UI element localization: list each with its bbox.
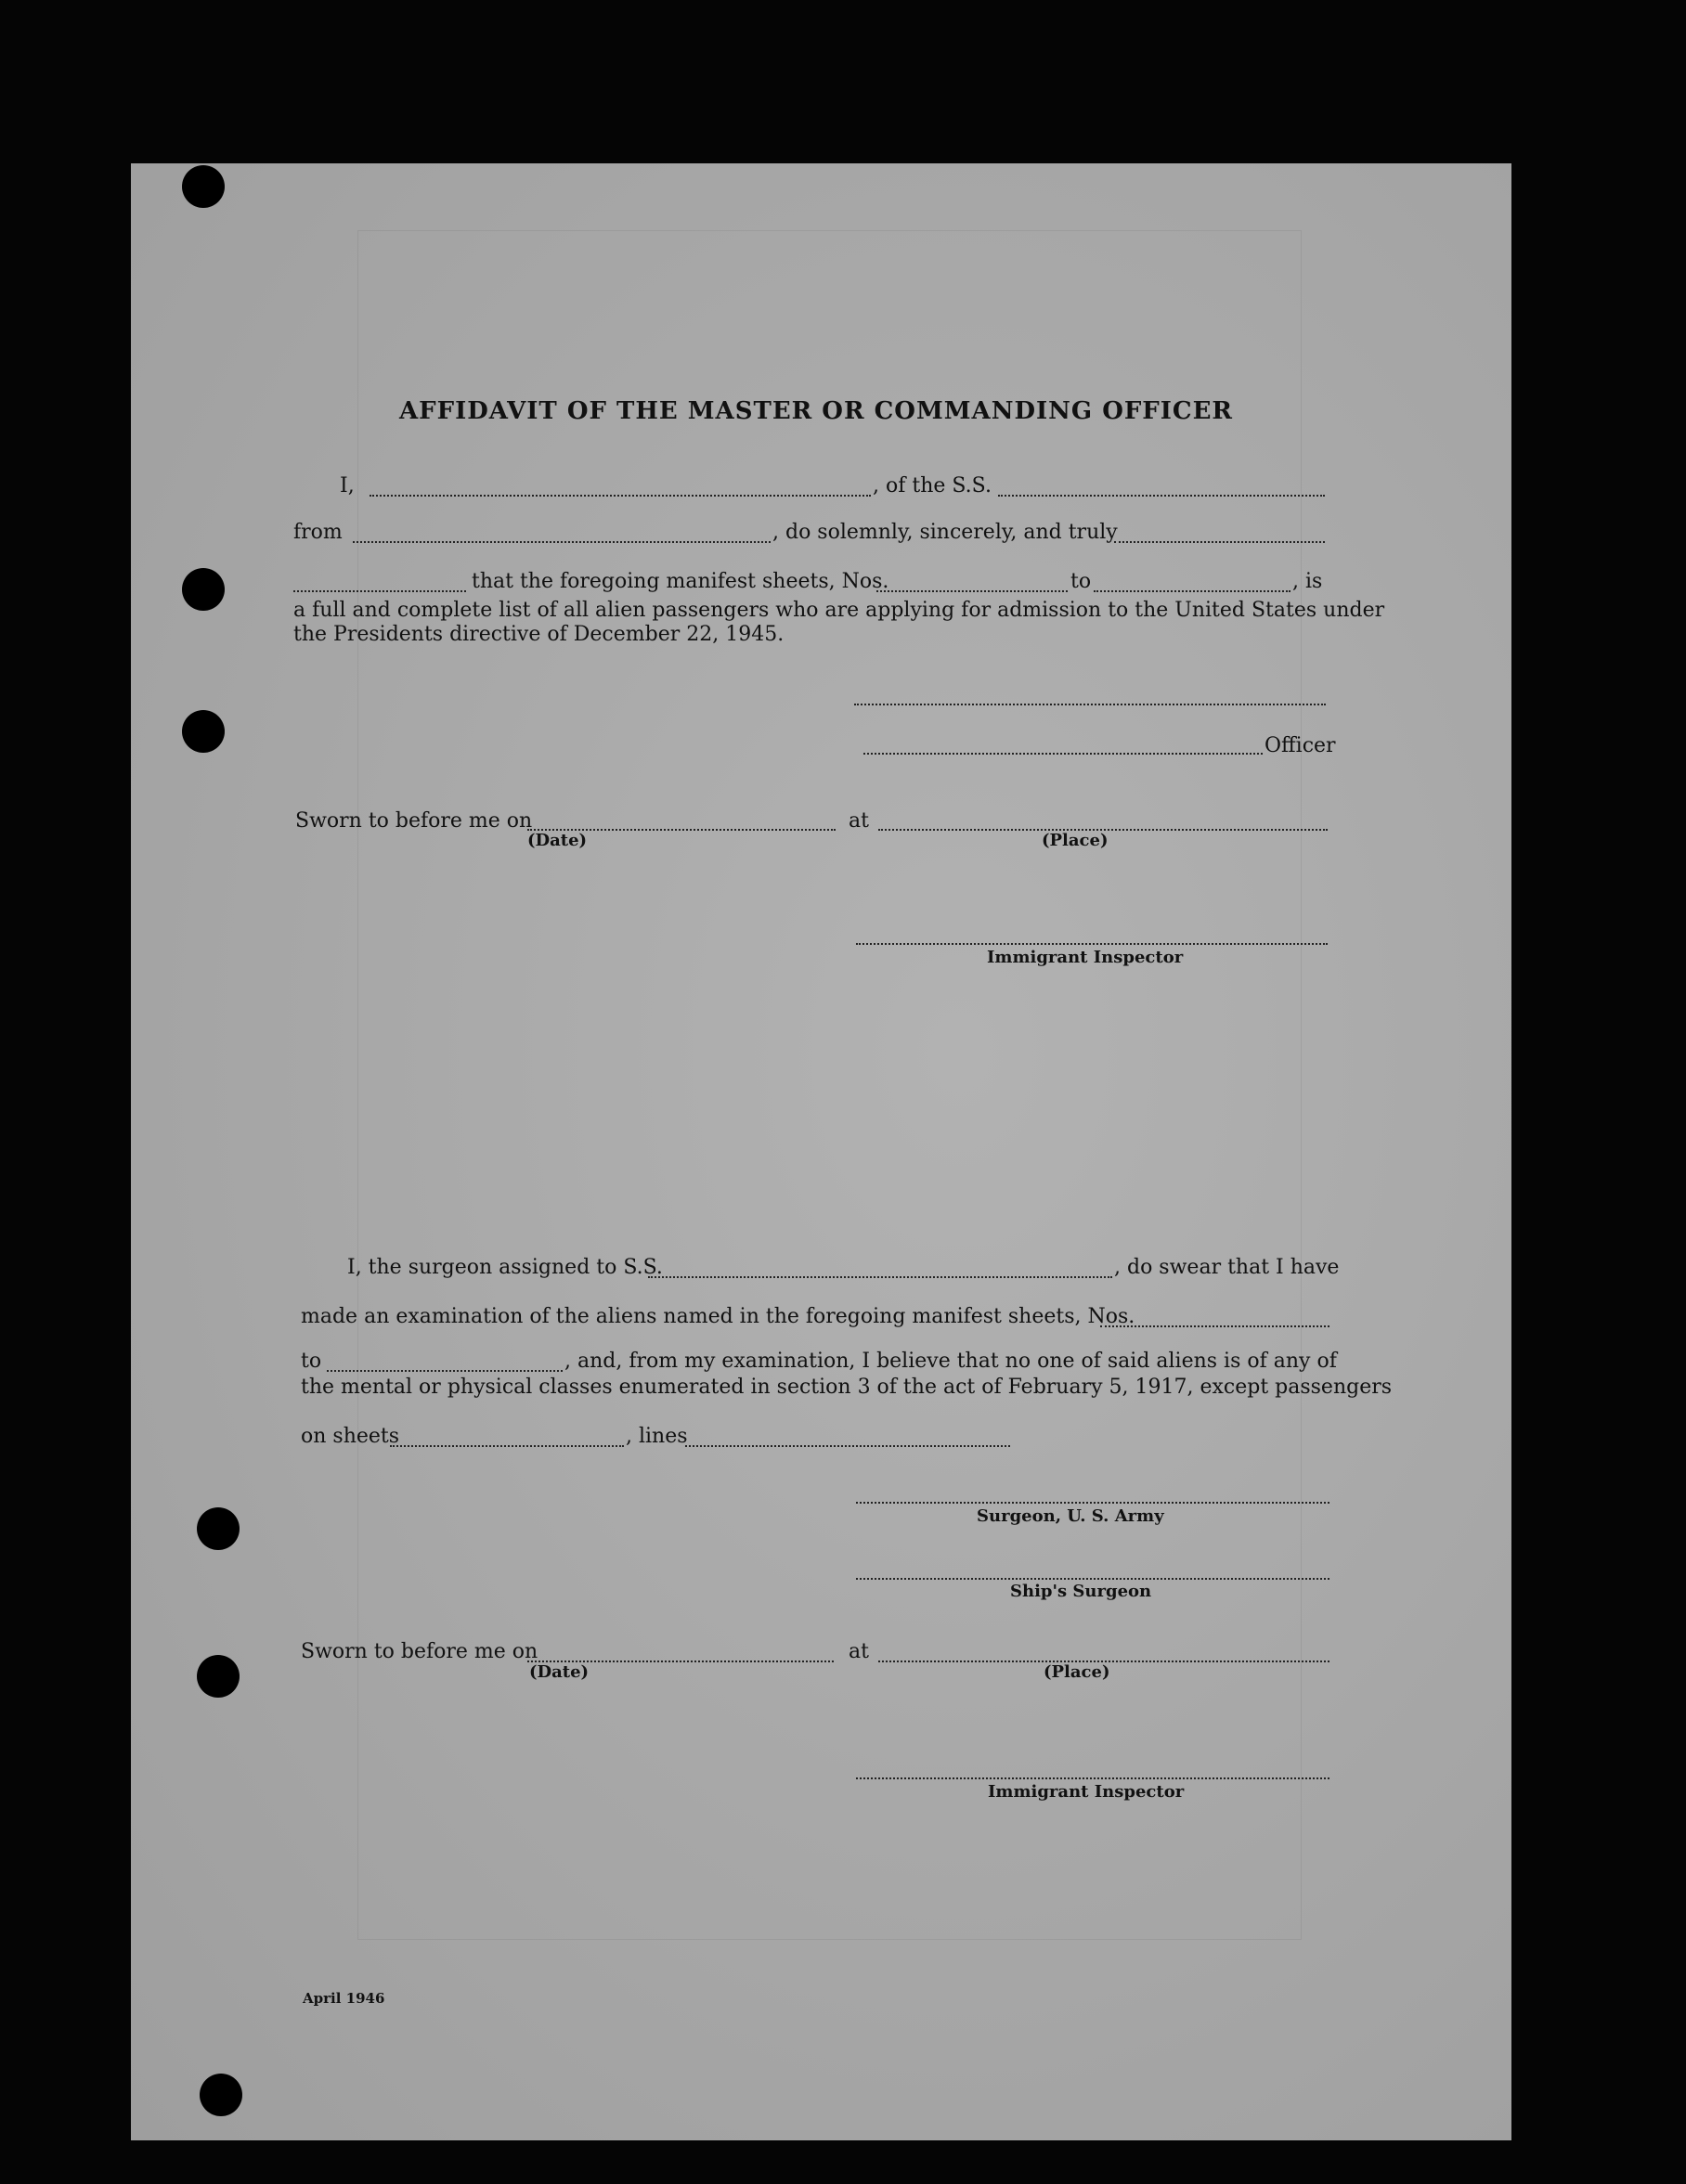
affidavit-is-label: , is (1292, 570, 1323, 593)
officer-signature-line-2[interactable] (863, 753, 1263, 755)
port-from-field[interactable] (353, 541, 771, 543)
affidavit-to-label: to (1070, 570, 1092, 593)
punch-hole (197, 1655, 240, 1698)
ship-surgeon-label: Ship's Surgeon (1010, 1582, 1152, 1601)
surgeon-inspector-label: Immigrant Inspector (988, 1782, 1185, 1802)
surgeon-sworn-text: Sworn to before me on (301, 1640, 538, 1663)
affidavit-text-line5: the Presidents directive of December 22, 1945. (293, 623, 785, 646)
surgeon-text-line2: made an examination of the aliens named in the foregoing manifest sheets, Nos. (301, 1305, 1135, 1328)
surgeon-ship-field[interactable] (648, 1276, 1112, 1278)
form-date-footer: April 1946 (303, 1990, 385, 2007)
affidavit-inspector-line[interactable] (856, 943, 1328, 945)
ship-surgeon-signature-line[interactable] (856, 1578, 1329, 1580)
ship-name-field[interactable] (998, 495, 1325, 497)
affidavit-place-caption: (Place) (1042, 831, 1109, 850)
surgeon-to-label: to (301, 1350, 322, 1373)
affidavit-swear-text: , do solemnly, sincerely, and truly (772, 521, 1118, 544)
officer-label: Officer (1264, 734, 1336, 757)
officer-signature-line-1[interactable] (854, 704, 1326, 705)
affidavit-foregoing-text: that the foregoing manifest sheets, Nos. (472, 570, 889, 593)
affidavit-title: AFFIDAVIT OF THE MASTER OR COMMANDING OFFICER (399, 397, 1234, 425)
surgeon-on-sheets-label: on sheets (301, 1425, 400, 1448)
surgeon-inspector-line[interactable] (856, 1777, 1329, 1779)
affidavit-inspector-label: Immigrant Inspector (987, 948, 1184, 967)
surgeon-date-caption: (Date) (529, 1662, 590, 1682)
surgeon-at-label: at (849, 1640, 869, 1663)
army-surgeon-signature-line[interactable] (856, 1502, 1329, 1504)
sheet-nos-from-field[interactable] (876, 590, 1068, 592)
affidavit-ss-label: , of the S.S. (873, 474, 992, 498)
swear-affirm-field[interactable] (1114, 541, 1325, 543)
swear-affirm-cont-field[interactable] (293, 590, 466, 592)
punch-hole (197, 1507, 240, 1550)
affidavit-i-label: I, (340, 474, 355, 498)
affidavit-at-label: at (849, 809, 869, 833)
surgeon-text-line1: I, the surgeon assigned to S.S. (347, 1256, 663, 1279)
surgeon-except-sheets-field[interactable] (390, 1445, 624, 1447)
surgeon-sheets-from-field[interactable] (1100, 1325, 1329, 1327)
affidavit-from-label: from (293, 521, 343, 544)
punch-hole (182, 165, 225, 208)
affidavit-text-line4: a full and complete list of all alien passengers who are applying for admission to the United States under (293, 599, 1385, 622)
master-name-field[interactable] (370, 495, 871, 497)
surgeon-except-lines-field[interactable] (685, 1445, 1010, 1447)
punch-hole (182, 710, 225, 753)
sheet-nos-to-field[interactable] (1094, 590, 1290, 592)
surgeon-place-caption: (Place) (1044, 1662, 1110, 1682)
surgeon-text-line1-end: , do swear that I have (1114, 1256, 1340, 1279)
affidavit-sworn-text: Sworn to before me on (295, 809, 533, 833)
surgeon-lines-label: , lines (626, 1425, 688, 1448)
punch-hole (200, 2074, 242, 2116)
surgeon-text-line4: the mental or physical classes enumerated in section 3 of the act of February 5, 1917, except passengers (301, 1376, 1393, 1399)
surgeon-sheets-to-field[interactable] (327, 1370, 563, 1372)
affidavit-date-caption: (Date) (527, 831, 588, 850)
bleed-through-grid (357, 230, 1302, 1940)
punch-hole (182, 568, 225, 611)
army-surgeon-label: Surgeon, U. S. Army (977, 1506, 1164, 1526)
surgeon-text-line3: , and, from my examination, I believe that no one of said aliens is of any of (564, 1350, 1337, 1373)
